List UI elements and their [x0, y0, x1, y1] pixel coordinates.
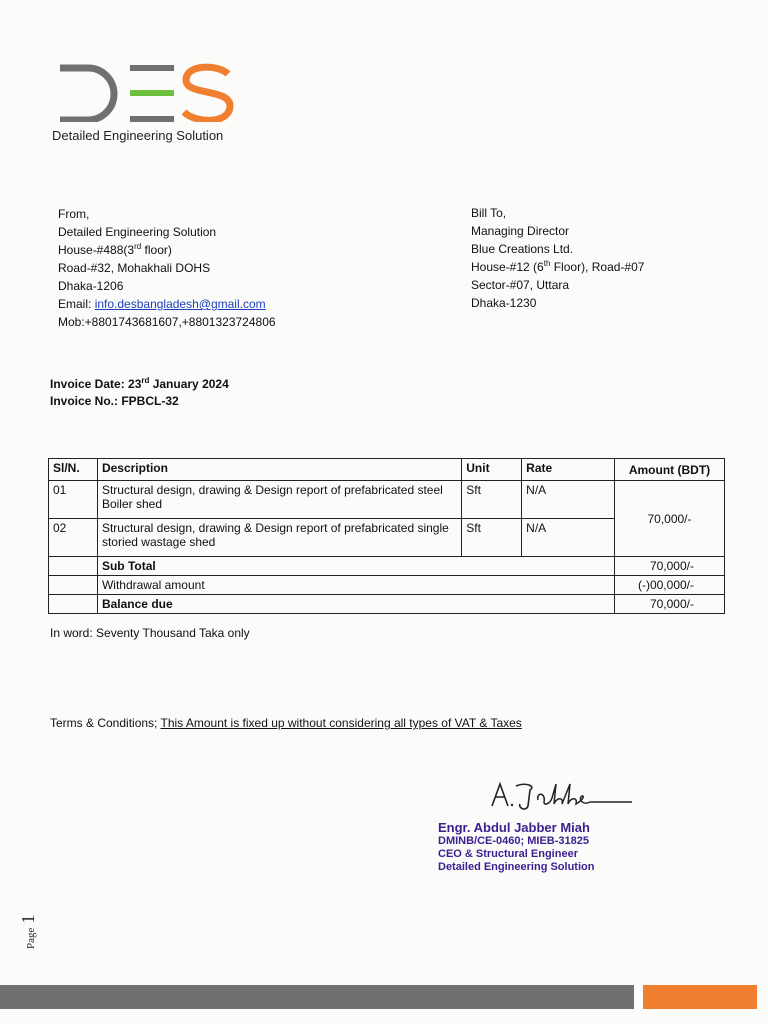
withdrawal-label: Withdrawal amount	[97, 576, 614, 595]
invoice-info	[50, 376, 229, 410]
from-mobile: Mob:+8801743681607,+8801323724806	[58, 315, 276, 329]
from-label: From,	[58, 207, 90, 221]
from-house: House-#488(3rd floor)	[58, 242, 172, 257]
balance-label: Balance due	[97, 595, 614, 614]
terms-text: This Amount is fixed up without considering all types of VAT & Taxes	[160, 716, 522, 730]
row-amount: 70,000/-	[615, 481, 725, 557]
row-rate: N/A	[522, 519, 615, 557]
signatory-title: CEO & Structural Engineer	[438, 848, 578, 860]
sub-total-label: Sub Total	[97, 557, 614, 576]
table-row	[49, 481, 725, 519]
bill-to-sector: Sector-#07, Uttara	[471, 278, 570, 292]
bill-to-company: Blue Creations Ltd.	[471, 242, 574, 256]
terms-label: Terms & Conditions;	[50, 716, 161, 730]
bill-to-block	[471, 204, 644, 312]
header-amount: Amount (BDT)	[615, 459, 725, 481]
sub-total-value: 70,000/-	[615, 557, 725, 576]
row-description: Structural design, drawing & Design report of prefabricated steel Boiler shed	[97, 481, 461, 519]
balance-row	[49, 595, 725, 614]
withdrawal-value: (-)00,000/-	[615, 576, 725, 595]
bill-to-house: House-#12 (6th Floor), Road-#07	[471, 259, 645, 274]
table-header-row	[49, 459, 725, 481]
company-name: Detailed Engineering Solution	[52, 128, 224, 143]
terms-conditions	[50, 716, 522, 730]
signatory-company: Detailed Engineering Solution	[438, 861, 595, 873]
signatory-name: Engr. Abdul Jabber Miah	[438, 820, 590, 835]
withdrawal-row	[49, 576, 725, 595]
amount-in-words: In word: Seventy Thousand Taka only	[50, 626, 250, 640]
row-description: Structural design, drawing & Design report of prefabricated single storied wastage shed	[97, 519, 461, 557]
bill-to-city: Dhaka-1230	[471, 296, 537, 310]
row-rate: N/A	[522, 481, 615, 519]
balance-value: 70,000/-	[615, 595, 725, 614]
footer-bar-gray	[0, 985, 634, 1009]
bill-to-label: Bill To,	[471, 206, 507, 220]
footer-bar-orange	[643, 985, 757, 1009]
email-link[interactable]: info.desbangladesh@gmail.com	[94, 297, 266, 311]
row-sl: 02	[49, 519, 98, 557]
from-email: Email: info.desbangladesh@gmail.com	[58, 297, 266, 311]
bill-to-title: Managing Director	[471, 224, 570, 238]
row-sl: 01	[49, 481, 98, 519]
page-number-value: 1	[18, 914, 38, 924]
from-road: Road-#32, Mohakhali DOHS	[58, 261, 211, 275]
invoice-date: Invoice Date: 23rd January 2024	[50, 376, 229, 391]
handwritten-signature	[486, 778, 636, 814]
from-company: Detailed Engineering Solution	[58, 225, 217, 239]
header-sl: Sl/N.	[49, 459, 98, 481]
des-logo	[58, 62, 238, 122]
page-number	[14, 905, 44, 955]
signatory-block	[438, 820, 594, 874]
header-description: Description	[97, 459, 461, 481]
from-address-block	[58, 205, 276, 331]
row-unit: Sft	[462, 519, 522, 557]
header-unit: Unit	[462, 459, 522, 481]
header-rate: Rate	[522, 459, 615, 481]
sub-total-row	[49, 557, 725, 576]
from-city: Dhaka-1206	[58, 279, 124, 293]
row-unit: Sft	[462, 481, 522, 519]
invoice-number: Invoice No.: FPBCL-32	[50, 394, 179, 408]
page-label: Page	[25, 927, 37, 949]
invoice-table	[48, 458, 725, 614]
signatory-registration: DMINB/CE-0460; MIEB-31825	[438, 835, 589, 847]
